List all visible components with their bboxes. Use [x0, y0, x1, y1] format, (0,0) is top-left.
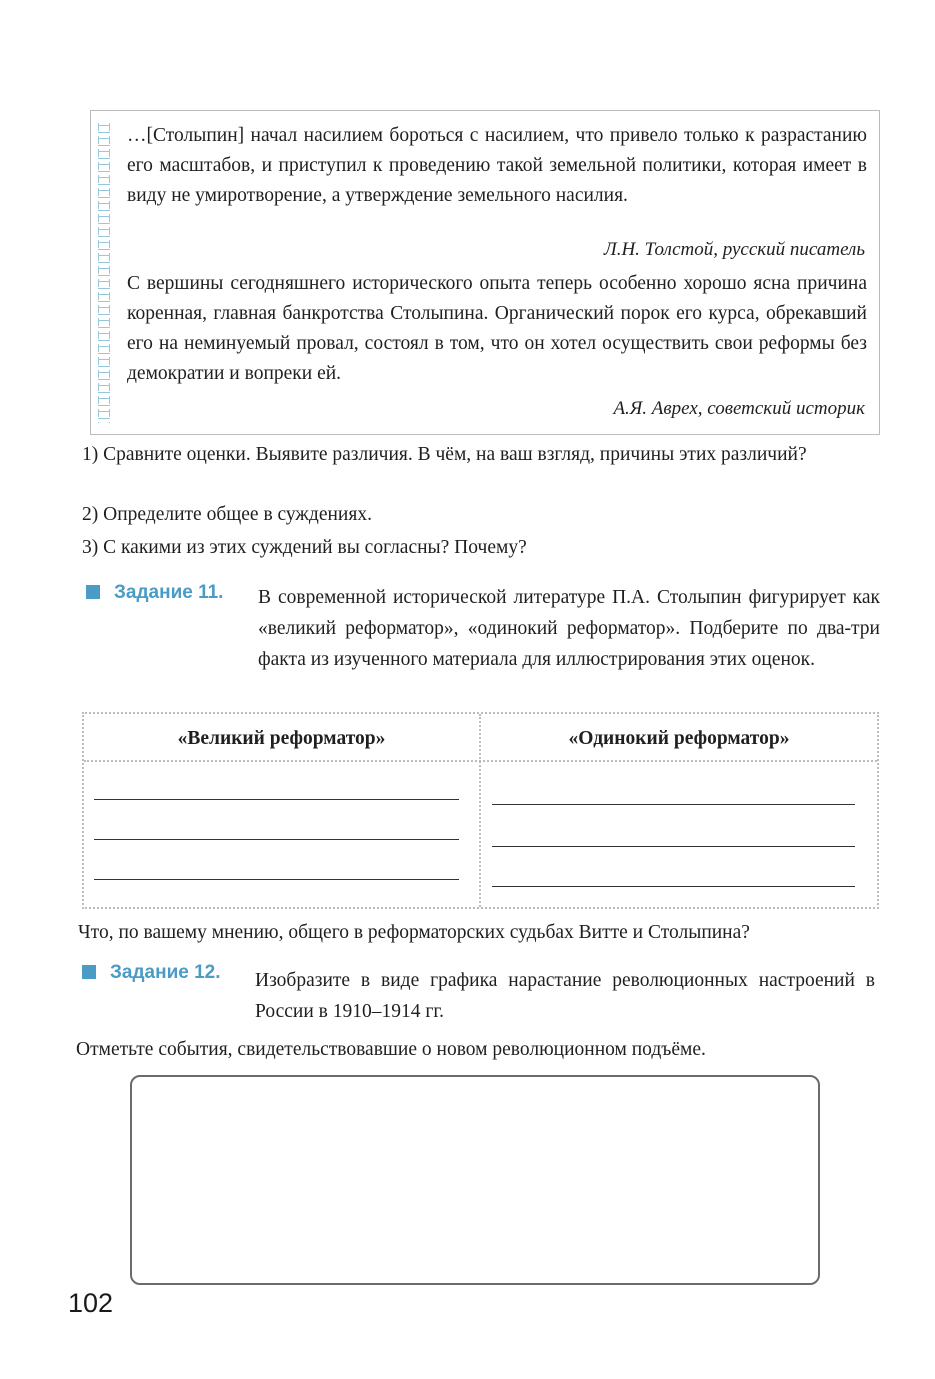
question-2: 2) Определите общее в суждениях.	[82, 504, 372, 525]
task-marker-icon	[82, 965, 96, 979]
task-11-label: Задание 11.	[114, 582, 224, 603]
task-marker-icon	[86, 585, 100, 599]
answer-line-right-3[interactable]	[492, 886, 855, 887]
quote-avrekh: С вершины сегодняшнего исторического опыта теперь особенно хорошо ясна причина коренная, главная банкротства Столыпина. Органический порок его курса, обрекавший его на неминуемый провал, состоял в том, что он хотел осуществить свои реформы без демократии и вопреки ей.	[127, 273, 867, 384]
column-header-lonely-reformer: «Одинокий реформатор»	[568, 728, 790, 749]
task-12-label: Задание 12.	[110, 962, 221, 983]
quote-side-ornament	[98, 123, 110, 423]
task-11-text: В современной исторической литературе П.А. Столыпин фигурирует как «великий реформатор», «одинокий реформатор». Подберите по два-три факта из изученного материала для иллюстрирования этих оценок.	[258, 587, 880, 670]
task-12-heading	[82, 962, 221, 984]
task-11-heading	[86, 582, 223, 604]
task-12-text: Изобразите в виде графика нарастание революционных настроений в России в 1910–1914 гг.	[255, 970, 875, 1022]
question-3: 3) С какими из этих суждений вы согласны? Почему?	[82, 537, 527, 558]
table-header-divider	[84, 760, 877, 762]
page-number: 102	[68, 1288, 114, 1318]
quote-author-avrekh: А.Я. Аврех, советский историк	[613, 398, 865, 419]
question-1: 1) Сравните оценки. Выявите различия. В чём, на ваш взгляд, причины этих различий?	[82, 444, 807, 465]
answer-line-left-3[interactable]	[94, 879, 459, 880]
quote-box	[90, 110, 880, 435]
witte-stolypin-question: Что, по вашему мнению, общего в реформаторских судьбах Витте и Столыпина?	[78, 922, 750, 943]
answer-line-left-1[interactable]	[94, 799, 459, 800]
answer-line-right-2[interactable]	[492, 846, 855, 847]
quote-author-tolstoy: Л.Н. Толстой, русский писатель	[603, 239, 865, 260]
answer-line-left-2[interactable]	[94, 839, 459, 840]
graph-drawing-area[interactable]	[130, 1075, 820, 1285]
quote-tolstoy: …[Столыпин] начал насилием бороться с насилием, что привело только к разрастанию его масштабов, и приступил к проведению такой земельной политики, которая имеет в виду не умиротворение, а утверждение земельного насилия.	[127, 125, 867, 206]
column-header-great-reformer: «Великий реформатор»	[177, 728, 386, 749]
events-instruction: Отметьте события, свидетельствовавшие о новом революционном подъёме.	[76, 1039, 706, 1060]
answer-line-right-1[interactable]	[492, 804, 855, 805]
answer-table	[82, 712, 879, 909]
